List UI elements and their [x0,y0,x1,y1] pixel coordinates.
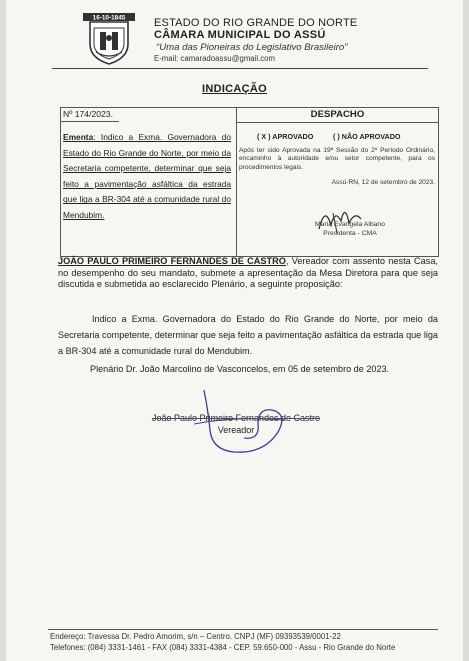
state-name: ESTADO DO RIO GRANDE DO NORTE [154,17,358,29]
ementa-text: : Indico a Exma. Governadora do Estado do Rio Grande do Norte, por meio da Secretaria competente, determinar que seja feito a pavimentação asfáltica da estrada que liga a BR-304 até a comunidade rural do Mendubim. [63,132,231,220]
document-title: INDICAÇÃO [201,83,268,95]
chamber-name: CÂMARA MUNICIPAL DO ASSÚ [154,29,326,41]
councilor-role: Vereador [217,425,255,435]
place-date: Plenário Dr. João Marcolino de Vasconcelos, em 05 de setembro de 2023. [90,364,390,374]
chamber-email: E-mail: camaradoassu@gmail.com [154,54,276,63]
footer-address: Endereço: Travessa Dr. Pedro Amorim, s/n – Centro. CNPJ (MF) 09393539/0001-22 [50,632,341,641]
box-divider [236,108,237,256]
body-text: Indico a Exma. Governadora do Estado do Rio Grande do Norte, por meio da Secretaria competente, determinar que seja feito a pavimentação asfáltica da estrada que liga a BR-304 até a comunidade rural do Mendubim. [58,314,438,357]
despacho-divider [237,122,438,123]
intro-text: , Vereador com assento nesta Casa, no desempenho do seu mandato, submete a apresentação da Mesa Diretora para que seja discutida e submetida ao esclarecido Plenário, a seguinte proposição: [58,256,438,290]
body-paragraph [58,311,438,360]
ementa [63,130,231,224]
councilor-signature-name: João Paulo Primeiro Fernandes de Castro [151,413,321,423]
footer-phones: Telefones: (084) 3331-1461 - FAX (084) 3331-4384 - CEP. 59.650-000 - Assu - Rio Grande do Norte [50,643,396,652]
despacho-date: Assú-RN, 12 de setembro de 2023. [331,179,435,186]
councilor-name: JOÃO PAULO PRIMEIRO FERNANDES DE CASTRO [58,256,286,266]
number-underline [61,121,119,122]
approved-checkbox: ( X ) APROVADO [257,132,314,141]
chamber-motto: “Uma das Pioneiras do Legislativo Brasileiro” [156,42,348,53]
document-page [6,0,463,661]
ementa-label: Ementa [63,132,94,142]
municipal-crest-logo [80,10,138,66]
footer-divider [48,629,438,630]
despacho-title: DESPACHO [310,109,365,120]
crest-banner-text: 16-10-1845 [92,14,126,22]
indication-number: Nº 174/2023. [63,109,113,119]
indication-box [60,107,439,257]
header-divider [52,68,428,69]
president-role: Presidenta - CMA [323,230,377,237]
president-name: Maria Evangela Albano [315,221,385,228]
despacho-text: Após ter sido Aprovada na 19ª Sessão do 2º Período Ordinário, encaminho à autoridade e/ou setor competente, para os procedimentos legais. [239,147,435,171]
not-approved-checkbox: ( ) NÃO APROVADO [333,132,401,141]
intro-paragraph [58,256,438,291]
